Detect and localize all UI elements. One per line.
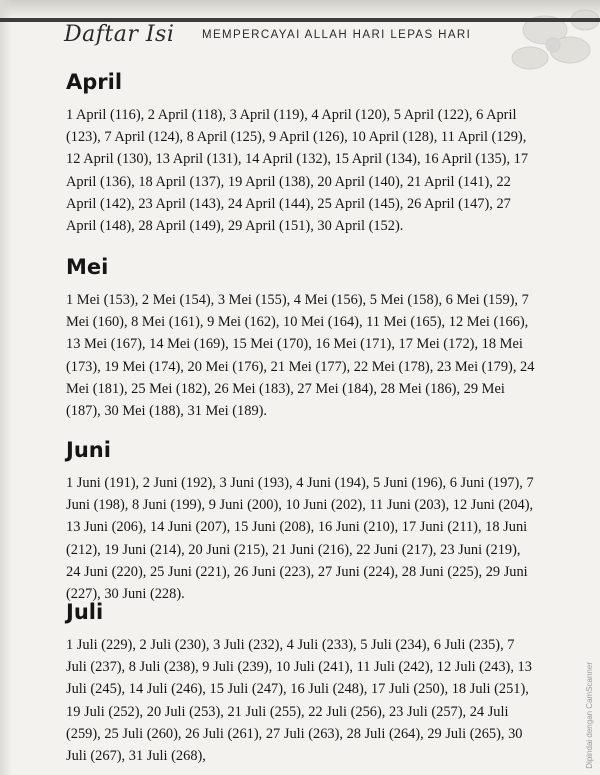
section-juni [66,438,536,605]
month-entries: 1 Juli (229), 2 Juli (230), 3 Juli (232), 4 Juli (233), 5 Juli (234), 6 Juli (235), 7 Juli (237), 8 Juli (238), 9 Juli (239), 10 Juli (241), 11 Juli (242), 12 Juli (243), 13 Juli (245), 14 Juli (246), 15 Juli (247), 16 Juli (248), 17 Juli (250), 18 Juli (251), 19 Juli (252), 20 Juli (253), 21 Juli (255), 22 Juli (256), 23 Juli (257), 24 Juli (259), 25 Juli (260), 26 Juli (261), 27 Juli (263), 28 Juli (264), 29 Juli (265), 30 Juli (267), 31 Juli (268), [66,637,532,765]
book-title: MEMPERCAYAI ALLAH HARI LEPAS HARI [202,29,472,41]
month-heading: Mei [66,255,109,279]
month-heading: Juli [66,600,104,624]
month-entries: 1 Juni (191), 2 Juni (192), 3 Juni (193), 4 Juni (194), 5 Juni (196), 6 Juni (197), 7 Juni (198), 8 Juni (199), 9 Juni (200), 10 Juni (202), 11 Juni (203), 12 Juni (204), 13 Juni (206), 14 Juni (207), 15 Juni (208), 16 Juni (210), 17 Juni (211), 18 Juni (212), 19 Juni (214), 20 Juni (215), 21 Juni (216), 22 Juni (217), 23 Juni (219), 24 Juni (220), 25 Juni (221), 26 Juni (223), 27 Juni (224), 28 Juni (225), 29 Juni (227), 30 Juni (228). [66,475,534,603]
section-mei [66,255,536,422]
month-heading: Juni [66,438,111,462]
month-entries: 1 Mei (153), 2 Mei (154), 3 Mei (155), 4 Mei (156), 5 Mei (158), 6 Mei (159), 7 Mei (160), 8 Mei (161), 9 Mei (162), 10 Mei (164), 11 Mei (165), 12 Mei (166), 13 Mei (167), 14 Mei (169), 15 Mei (170), 16 Mei (171), 17 Mei (172), 18 Mei (173), 19 Mei (174), 20 Mei (176), 21 Mei (177), 22 Mei (178), 23 Mei (179), 24 Mei (181), 25 Mei (182), 26 Mei (183), 27 Mei (184), 28 Mei (186), 29 Mei (187), 30 Mei (188), 31 Mei (189). [66,292,535,420]
section-juli [66,600,536,767]
month-entries: 1 April (116), 2 April (118), 3 April (119), 4 April (120), 5 April (122), 6 April (123), 7 April (124), 8 April (125), 9 April (126), 10 April (128), 11 April (129), 12 April (130), 13 April (131), 14 April (132), 15 April (134), 16 April (135), 17 April (136), 18 April (137), 19 April (138), 20 April (140), 21 April (141), 22 April (142), 23 April (143), 24 April (144), 25 April (145), 26 April (147), 27 April (148), 28 April (149), 29 April (151), 30 April (152). [66,107,529,235]
section-april [66,70,536,237]
page-gutter-shadow [0,0,12,775]
scanner-watermark: Dipindai dengan CamScanner [585,662,594,769]
running-title: Daftar Isi [64,22,175,47]
month-heading: April [66,70,123,94]
page-header [62,22,582,62]
